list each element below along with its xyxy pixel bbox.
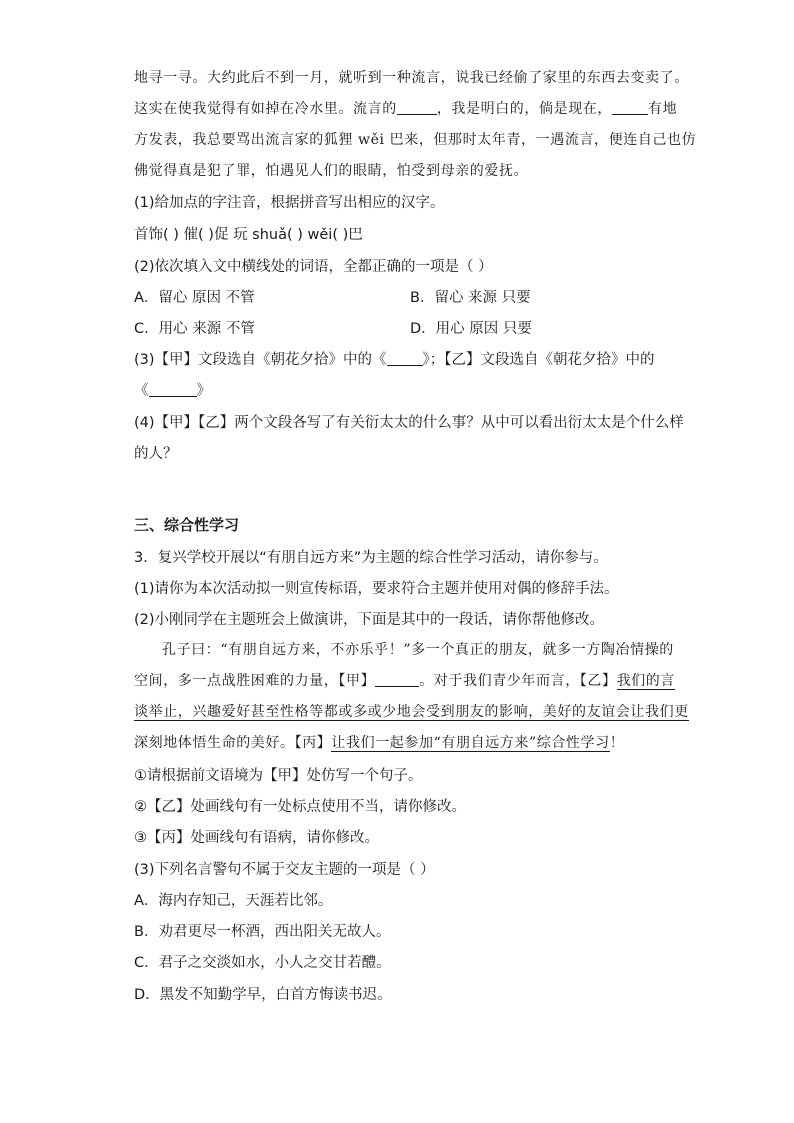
q1-items: 首饰( ) 催( )促 玩 shuǎ( ) wěi( )巴 — [134, 227, 363, 243]
q1-stem: (1)给加点的字注音，根据拼音写出相应的汉字。 — [134, 195, 445, 211]
speech-line-1: 孔子曰：“有朋自远方来，不亦乐乎！”多一个真正的朋友，就多一方陶冶情操的 — [162, 642, 674, 658]
passage-line-4: 佛觉得真是犯了罪，怕遇见人们的眼睛，怕受到母亲的爱抚。 — [134, 163, 529, 179]
blank-1 — [397, 100, 437, 115]
q4-line-1: (4)【甲】【乙】两个文段各写了有关衍太太的什么事？从中可以看出衍太太是个什么样 — [134, 415, 684, 431]
underlined-bing: 让我们一起参加“有朋自远方来”综合性学习 — [331, 735, 610, 751]
passage-line-2: 这实在使我觉得有如掉在冷水里。流言的 ，我是明白的，倘是现在， 有地 — [134, 101, 678, 117]
speech-line-4: 深刻地体悟生命的美好。【丙】让我们一起参加“有朋自远方来”综合性学习！ — [134, 735, 625, 751]
blank-2 — [612, 100, 648, 115]
s3-sub-1: (1)请你为本次活动拟一则宣传标语，要求符合主题并使用对偶的修辞手法。 — [134, 581, 619, 597]
q2-option-d: D．用心 原因 只要 — [410, 321, 532, 337]
s3-question-stem: 3．复兴学校开展以“有朋自远方来”为主题的综合性学习活动，请你参与。 — [134, 550, 608, 566]
section-title: 三、综合性学习 — [134, 516, 240, 534]
underlined-yi: 谈举止，兴趣爱好甚至性格等都或多或少地会受到朋友的影响，美好的友谊会让我们更 — [134, 704, 689, 720]
s3-sub-3: (3)下列名言警句不属于交友主题的一项是（ ） — [134, 862, 435, 878]
s3-option-d: D．黑发不知勤学早，白首方悔读书迟。 — [134, 987, 392, 1003]
q2-option-b: B．留心 来源 只要 — [410, 290, 531, 306]
q4-line-2: 的人？ — [134, 446, 178, 462]
speech-line-2: 空间，多一点战胜困难的力量，【甲】 。对于我们青少年而言，【乙】我们的言 — [134, 673, 676, 689]
s3-sub-2: (2)小刚同学在主题班会上做演讲，下面是其中的一段话，请你帮他修改。 — [134, 612, 605, 628]
q2-option-c: C．用心 来源 不管 — [134, 321, 255, 337]
blank-jia — [375, 672, 419, 687]
passage-line-3: 方发表，我总要骂出流言家的狐狸 wěi 巴来，但那时太年青，一遇流言，便连自己也仿 — [134, 132, 697, 148]
blank-4 — [149, 382, 197, 397]
passage-line-1: 地寻一寻。大约此后不到一月，就听到一种流言，说我已经偷了家里的东西去变卖了。 — [134, 70, 689, 86]
s3-option-a: A．海内存知己，天涯若比邻。 — [134, 893, 333, 909]
q2-stem: (2)依次填入文中横线处的词语，全都正确的一项是（ ） — [134, 259, 493, 275]
s3-c2: ②【乙】处画线句有一处标点使用不当，请你修改。 — [134, 799, 466, 815]
q3-line-2: 《 》 — [134, 383, 211, 399]
blank-3 — [387, 351, 423, 366]
underlined-yi-start: 我们的言 — [616, 673, 676, 689]
q2-option-a: A．留心 原因 不管 — [134, 290, 255, 306]
q3-line-1: (3)【甲】文段选自《朝花夕拾》中的《 》；【乙】文段选自《朝花夕拾》中的 — [134, 352, 655, 368]
q2-options-row-2 — [134, 317, 532, 338]
s3-option-c: C．君子之交淡如水，小人之交甘若醴。 — [134, 955, 391, 971]
s3-c1: ①请根据前文语境为【甲】处仿写一个句子。 — [134, 768, 423, 784]
s3-c3: ③【丙】处画线句有语病，请你修改。 — [134, 830, 379, 846]
s3-option-b: B．劝君更尽一杯酒，西出阳关无故人。 — [134, 924, 391, 940]
q2-options-row-1 — [134, 286, 531, 307]
speech-line-3 — [134, 701, 689, 721]
